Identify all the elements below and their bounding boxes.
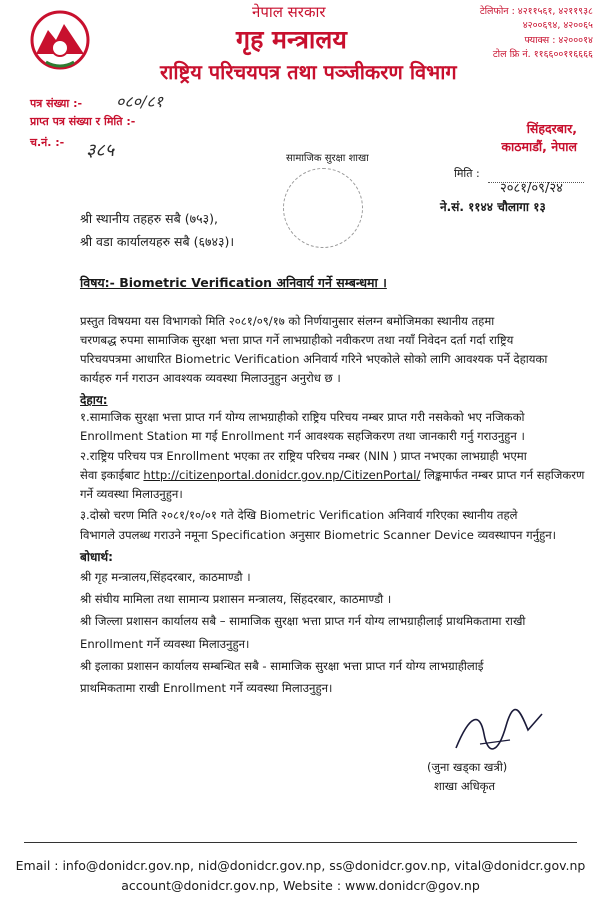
telephone-line-2: ४२००६९४, ४२००६५ [522,20,593,31]
copy-3-line-2: Enrollment गर्ने व्यवस्था मिलाउनुहुन। [80,637,250,651]
telephone-line: टेलिफोन : ४२११५६१, ४२११९३८ [479,6,593,17]
received-letter-label: प्राप्त पत्र संख्या र मिति :- [30,115,136,128]
item-3-line-1: ३.दोस्रो चरण मिति २०८१/१०/०१ गते देखि Biometric Verification अनिवार्य गरिएका स्थानीय तहले [80,508,518,522]
date-value: २०८१/०९/२४ [500,181,563,196]
address-line-2: काठमाडौं, नेपाल [501,139,577,154]
dispatch-number-value: ३८५ [86,140,115,161]
address-line-1: सिंहदरबार, [526,121,577,136]
recipient-2: श्री वडा कार्यालयहरु सबै (६७४३)। [80,234,235,249]
copy-2: श्री संघीय मामिला तथा सामान्य प्रशासन मन्त्रालय, सिंहदरबार, काठमाण्डौ । [80,592,392,606]
footer-email-line: Email : info@donidcr.gov.np, nid@donidcr.gov.np, ss@donidcr.gov.np, vital@donidcr.gov.np [15,858,586,873]
body-line-3: परिचयपत्रमा आधारित Biometric Verification अनिवार्य गरिने भएकोले सोको लागि आवश्यक पर्ने देहायका [80,352,548,366]
department-name: राष्ट्रिय परिचयपत्र तथा पञ्जीकरण विभाग [160,60,457,84]
footer-web-line: account@donidcr.gov.np, Website : www.donidcr@gov.np [121,878,480,893]
copy-4-line-1: श्री इलाका प्रशासन कार्यालय सम्बन्धित सबै - सामाजिक सुरक्षा भत्ता प्राप्त गर्न योग्य लाभग्राहीलाई [80,659,484,673]
ministry-name: गृह मन्त्रालय [236,25,347,54]
nepal-sambat-date: ने.सं. ११४४ चौलागा १३ [440,200,546,214]
item-2-line-1: २.राष्ट्रिय परिचय पत्र Enrollment भएका तर राष्ट्रिय परिचय नम्बर (NIN ) प्राप्त नभएका लाभग्राही भएमा [80,449,527,463]
item-1-line-2: Enrollment Station मा गई Enrollment गर्न आवश्यक सहजिकरण तथा जानकारी गर्नु गराउनुहुन । [80,429,525,443]
body-line-1: प्रस्तुत विषयमा यस विभागको मिति २०८१/०९/१७ को निर्णयानुसार संलग्न बमोजिमका स्थानीय तहमा [80,314,495,328]
letter-number-label: पत्र संख्या :- [30,97,83,110]
body-line-4: कार्यहरु गर्न गराउन आवश्यक व्यवस्था मिलाउनुहुन अनुरोध छ । [80,371,341,385]
signatory-name: (जुना खड्का खत्री) [427,760,508,774]
date-label: मिति : [454,167,480,180]
bodharth-heading: बोधार्थ: [80,550,113,564]
copy-4-line-2: प्राथमिकतामा राखी Enrollment गर्ने व्यवस्था मिलाउनुहुन। [80,681,333,695]
tollfree-line: टोल फ्रि नं. ११६६००११६६६६ [492,49,593,60]
body-line-2: चरणबद्ध रुपमा सामाजिक सुरक्षा भत्ता प्राप्त गर्ने लाभग्राहीको नवीकरण तथा नयाँ निवेदन दर्ता गर्दा राष्ट्रिय [80,333,514,347]
section-name: सामाजिक सुरक्षा शाखा [286,153,369,164]
copy-1: श्री गृह मन्त्रालय,सिंहदरबार, काठमाण्डौ । [80,570,251,584]
item-2-line-3: गर्ने व्यवस्था मिलाउनुहुन। [80,487,183,501]
copy-3-line-1: श्री जिल्ला प्रशासन कार्यालय सबै – सामाजिक सुरक्षा भत्ता प्राप्त गर्न योग्य लाभग्राहीलाई प्राथमिकतामा राखी [80,614,526,628]
footer-divider [24,842,577,843]
item-2-line-2 [80,468,584,483]
recipient-1: श्री स्थानीय तहहरु सबै (७५३), [80,211,218,226]
letter-subject: विषय:- Biometric Verification अनिवार्य गर्ने सम्बन्धमा । [80,275,387,290]
office-stamp [283,168,363,248]
citizen-portal-link[interactable]: http://citizenportal.donidcr.gov.np/CitizenPortal/ [143,468,421,482]
item-1-line-1: १.सामाजिक सुरक्षा भत्ता प्राप्त गर्न योग्य लाभग्राहीको राष्ट्रिय परिचय नम्बर प्राप्त गरी नसकेको भए नजिकको [80,410,525,424]
item-2-line-2-suffix: लिङ्कमार्फत नम्बर प्राप्त गर्न सहजिकरण [420,468,585,482]
signatory-title: शाखा अधिकृत [434,779,496,793]
fax-line: फ्याक्स : ४२०००१४ [524,35,593,46]
handwritten-signature [450,704,550,760]
letter-number-value: ०८०/८१ [116,92,163,111]
item-3-line-2: विभागले उपलब्ध गराउने नमूना Specification अनुसार Biometric Scanner Device व्यवस्थापन गर्नुहुन। [80,528,557,542]
government-label: नेपाल सरकार [252,3,326,21]
dispatch-number-label: च.नं. :- [30,136,65,149]
item-2-line-2-prefix: सेवा इकाईबाट [80,468,144,482]
dehaya-heading: देहाय: [80,393,108,407]
nepal-emblem-logo [26,8,94,72]
